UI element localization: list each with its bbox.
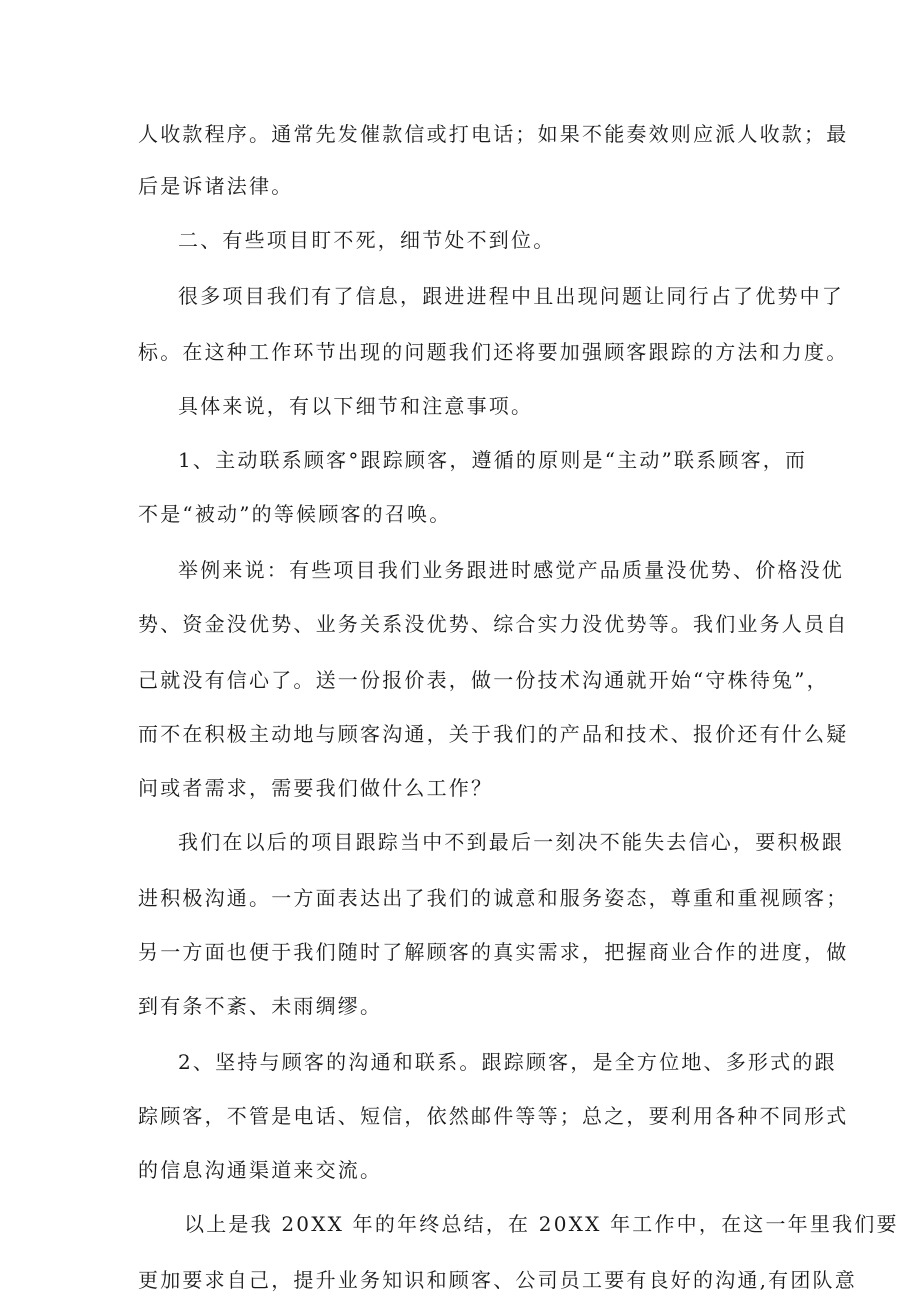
section-heading: 二、有些项目盯不死，细节处不到位。 [178,228,556,252]
text-line: 到有条不紊、未雨绸缪。 [138,994,383,1018]
text-line: 不是“被动”的等候顾客的召唤。 [138,502,452,526]
text-line: 更加要求自己，提升业务知识和顾客、公司员工要有良好的沟通,有团队意 [138,1268,857,1292]
text-line: 的信息沟通渠道来交流。 [138,1158,383,1182]
text-line: 问或者需求，需要我们做什么工作？ [138,776,494,800]
text-line: 人收款程序。通常先发催款信或打电话；如果不能奏效则应派人收款；最 [138,122,849,146]
text-line: 己就没有信心了。送一份报价表，做一份技术沟通就开始“守株待兔”， [138,668,829,692]
text-line: 以上是我 20XX 年的年终总结，在 20XX 年工作中，在这一年里我们要 [184,1212,899,1236]
list-item-heading: 1、主动联系顾客°跟踪顾客，遵循的原则是“主动”联系顾客，而 [178,448,808,472]
text-line: 举例来说：有些项目我们业务跟进时感觉产品质量没优势、价格没优 [178,558,844,582]
list-item-heading: 2、坚持与顾客的沟通和联系。跟踪顾客，是全方位地、多形式的跟 [178,1050,837,1074]
text-line: 标。在这种工作环节出现的问题我们还将要加强顾客跟踪的方法和力度。 [138,340,849,364]
text-line: 具体来说，有以下细节和注意事项。 [178,394,534,418]
text-line: 后是诉诸法律。 [138,174,294,198]
text-line: 另一方面也便于我们随时了解顾客的真实需求，把握商业合作的进度，做 [138,940,849,964]
text-line: 而不在积极主动地与顾客沟通，关于我们的产品和技术、报价还有什么疑 [138,722,849,746]
text-line: 进积极沟通。一方面表达出了我们的诚意和服务姿态，尊重和重视顾客； [138,886,849,910]
text-line: 踪顾客，不管是电话、短信，依然邮件等等；总之，要利用各种不同形式 [138,1104,849,1128]
text-line: 势、资金没优势、业务关系没优势、综合实力没优势等。我们业务人员自 [138,612,849,636]
text-line: 我们在以后的项目跟踪当中不到最后一刻决不能失去信心，要积极跟 [178,830,844,854]
text-line: 很多项目我们有了信息，跟进进程中且出现问题让同行占了优势中了 [178,284,844,308]
